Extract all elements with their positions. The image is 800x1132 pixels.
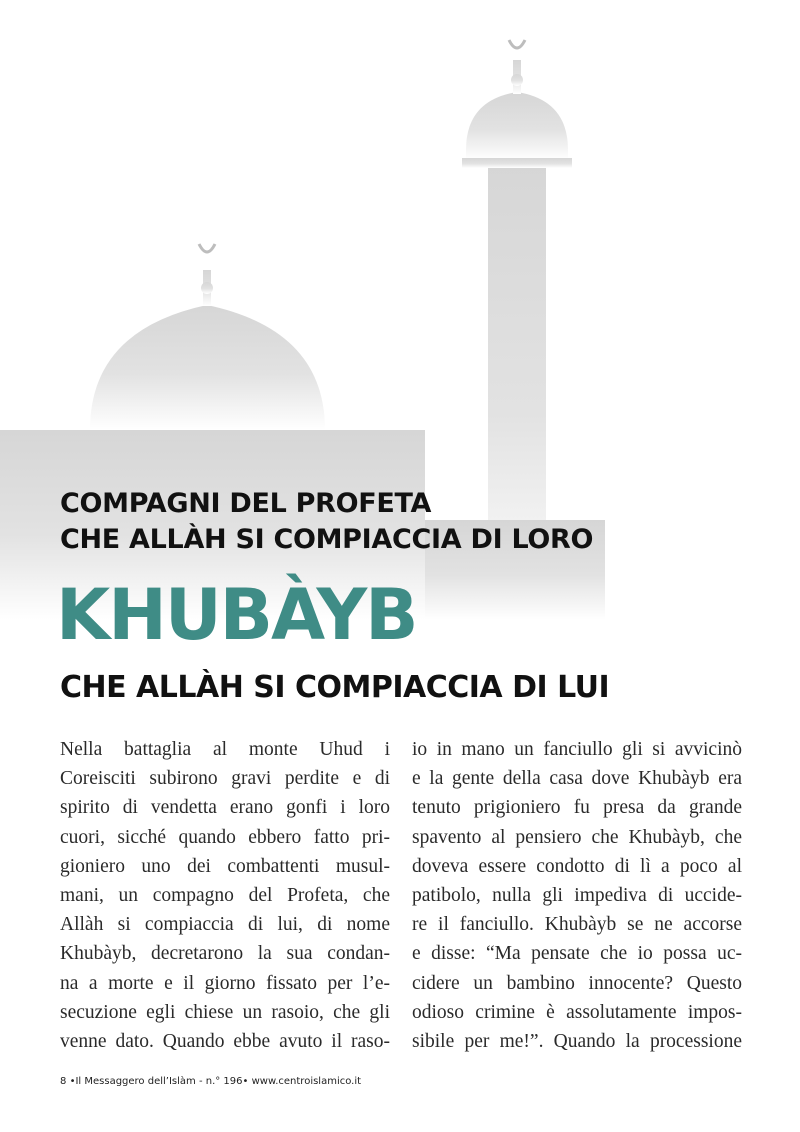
body-line: re il fanciullo. Khubàyb se ne accorse <box>412 914 742 936</box>
body-line: tenuto prigioniero fu presa da grande <box>412 797 742 819</box>
body-line: cuori, sicché quando ebbero fatto pri- <box>60 826 390 848</box>
body-column-left <box>60 735 390 1056</box>
body-line: e la gente della casa dove Khubàyb era <box>412 768 742 790</box>
body-line: cidere un bambino innocente? Questo <box>412 972 742 994</box>
body-line: Allàh si compiaccia di lui, di nome <box>60 914 390 936</box>
body-line: spirito di vendetta erano gonfi i loro <box>60 797 390 819</box>
body-line: Khubàyb, decretarono la sua condan- <box>60 943 390 965</box>
kicker-line-1: COMPAGNI DEL PROFETA <box>60 488 432 519</box>
body-line: e disse: “Ma pensate che io possa uc- <box>412 943 742 965</box>
body-line: venne dato. Quando ebbe avuto il raso- <box>60 1031 390 1053</box>
body-line: gioniero uno dei combattenti musul- <box>60 855 390 877</box>
body-line: mani, un compagno del Profeta, che <box>60 885 390 907</box>
footer-publication-text: •Il Messaggero dell’Islàm - n.° 196• www.centroislamico.it <box>69 1076 362 1087</box>
body-line: io in mano un fanciullo gli si avvicinò <box>412 739 742 760</box>
body-line: Coreisciti subirono gravi perdite e di <box>60 768 390 790</box>
body-column-right <box>412 735 742 1056</box>
article-kicker <box>60 486 760 558</box>
body-line: spavento al pensiero che Khubàyb, che <box>412 826 742 848</box>
body-line: na a morte e il giorno fissato per l’e- <box>60 972 390 994</box>
kicker-line-2: CHE ALLÀH SI COMPIACCIA DI LORO <box>60 524 594 555</box>
body-line: patibolo, nulla gli impediva di uccide- <box>412 885 742 907</box>
body-line: Nella battaglia al monte Uhud i <box>60 739 390 760</box>
body-line: secuzione egli chiese un rasoio, che gli <box>60 1001 390 1023</box>
article-title: KHUBÀYB <box>56 574 417 656</box>
page-number: 8 <box>60 1076 67 1087</box>
body-line: doveva essere condotto di lì a poco al <box>412 855 742 877</box>
body-line: sibile per me!”. Quando la processione <box>412 1031 742 1053</box>
page-footer <box>60 1076 361 1087</box>
article-subtitle: CHE ALLÀH SI COMPIACCIA DI LUI <box>60 670 610 705</box>
body-line: odioso crimine è assolutamente impos- <box>412 1001 742 1023</box>
